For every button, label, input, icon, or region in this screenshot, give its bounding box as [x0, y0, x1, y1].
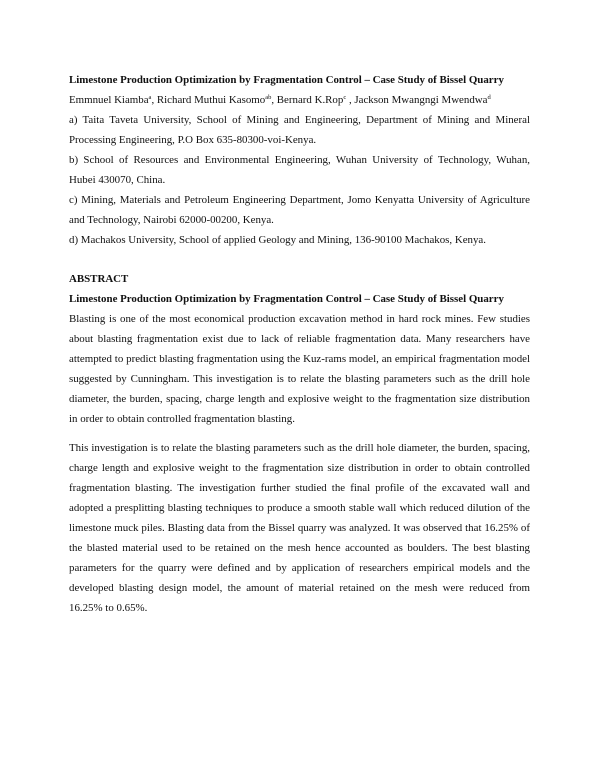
affiliation-d: d) Machakos University, School of applied Geology and Mining, 136-90100 Machakos, Kenya.	[69, 234, 486, 246]
affiliation-b: b) School of Resources and Environmental Engineering, Wuhan University of Technology, Wuhan, Hubei 430070, China.	[69, 154, 530, 186]
author-superscript: d	[487, 94, 491, 101]
abstract-title: Limestone Production Optimization by Fragmentation Control – Case Study of Bissel Quarry	[69, 293, 504, 305]
author-superscript: c	[343, 94, 347, 101]
abstract-paragraph: Blasting is one of the most economical production excavation method in hard rock mines. Few studies about blasting fragmentation exist due to lack of reliable fragmentation data. Many researchers have attempted to predict blasting fragmentation using the Kuz-rams model, an empirical fragmentation model suggested by Cunningham. This investigation is to relate the blasting parameters such as the drill hole diameter, the burden, spacing, charge length and explosive weight to the fragmentation size distribution in order to obtain controlled fragmentation blasting.	[69, 313, 530, 425]
author-list: Emmnuel Kiamba$^a$, Richard Muthui Kasomo$^{ab}$, Bernard K.Rop$^c$ , Jackson Mwangngi Mwendwa$^d$	[69, 94, 491, 106]
author-superscript: a	[148, 94, 152, 101]
author-name: Richard Muthui Kasomo	[156, 94, 266, 106]
paper-page	[69, 70, 530, 618]
author-name: Jackson Mwangngi Mwendwa	[354, 94, 488, 106]
affiliation-a: a) Taita Taveta University, School of Mining and Engineering, Department of Mining and Mineral Processing Engineering, P.O Box 635-80300-voi-Kenya.	[69, 114, 530, 146]
author-superscript: ab	[265, 94, 272, 101]
author-name: Emmnuel Kiamba	[69, 94, 149, 106]
author-name: Bernard K.Rop	[276, 94, 344, 106]
abstract-heading: ABSTRACT	[69, 273, 129, 285]
paper-title: Limestone Production Optimization by Fragmentation Control – Case Study of Bissel Quarry	[69, 74, 504, 86]
affiliation-c: c) Mining, Materials and Petroleum Engineering Department, Jomo Kenyatta University of Agriculture and Technology, Nairobi 62000-00200, Kenya.	[69, 194, 530, 226]
abstract-paragraph: This investigation is to relate the blasting parameters such as the drill hole diameter, the burden, spacing, charge length and explosive weight to the fragmentation size distribution in order to obtain controlled fragmentation blasting. The investigation further studied the final profile of the excavated wall and adopted a presplitting blasting techniques to produce a smooth stable wall which reduced dilution of the limestone muck piles. Blasting data from the Bissel quarry was analyzed. It was observed that 16.25% of the blasted material used to be retained on the mesh hence accounted as boulders. The best blasting parameters for the quarry were defined and by application of researchers empirical models and the developed blasting design model, the amount of material retained on the mesh were reduced from 16.25% to 0.65%.	[69, 442, 530, 614]
